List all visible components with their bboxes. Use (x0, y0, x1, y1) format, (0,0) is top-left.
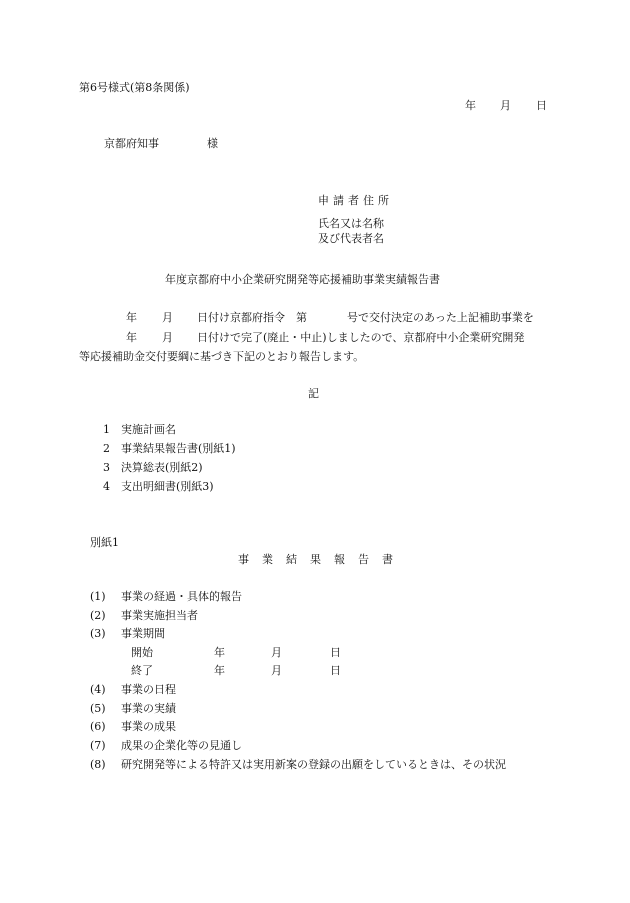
period-end-label: 終了 (131, 664, 153, 677)
period-start-month: 月 (271, 646, 282, 659)
period-end-year: 年 (214, 664, 225, 677)
applicant-name-label: 氏名又は名称 (318, 217, 384, 230)
attachment-title: 事業結果報告書 (238, 553, 406, 566)
body-line-1-month: 月 (162, 311, 173, 324)
list-item-label: 支出明細書(別紙3) (121, 480, 214, 493)
document-title: 年度京都府中小企業研究開発等応援補助事業実績報告書 (165, 273, 440, 286)
section-label: 事業期間 (121, 627, 165, 640)
section-label: 事業実施担当者 (121, 609, 198, 622)
list-item-label: 実施計画名 (121, 423, 176, 436)
section-label: 研究開発等による特許又は実用新案の登録の出願をしているときは、その状況 (121, 758, 506, 771)
period-end-day: 日 (330, 664, 341, 677)
ki-heading: 記 (308, 387, 319, 400)
date-month: 月 (500, 99, 511, 112)
section-label: 成果の企業化等の見通し (121, 739, 242, 752)
section-number: (1) (90, 590, 106, 603)
list-item-number: 4 (103, 480, 110, 493)
list-item-label: 決算総表(別紙2) (121, 461, 203, 474)
body-line-1-text-b: 号で交付決定のあった上記補助事業を (347, 311, 534, 324)
period-start-label: 開始 (131, 646, 153, 659)
section-number: (4) (90, 683, 106, 696)
period-end-month: 月 (271, 664, 282, 677)
list-item-number: 3 (103, 461, 110, 474)
addressee-honorific: 様 (207, 137, 218, 150)
date-day: 日 (536, 99, 547, 112)
section-number: (3) (90, 627, 106, 640)
attachment-label: 別紙1 (90, 536, 119, 549)
section-label: 事業の日程 (121, 683, 176, 696)
body-line-1-year: 年 (126, 311, 137, 324)
section-number: (6) (90, 720, 106, 733)
period-start-day: 日 (330, 646, 341, 659)
form-number: 第6号様式(第8条関係) (79, 81, 190, 94)
body-line-2-month: 月 (162, 331, 173, 344)
body-line-2-year: 年 (126, 331, 137, 344)
body-line-1-text-a: 日付け京都府指令 第 (197, 311, 307, 324)
section-number: (2) (90, 609, 106, 622)
applicant-address-label: 申請者住所 (318, 194, 393, 207)
list-item-label: 事業結果報告書(別紙1) (121, 442, 236, 455)
period-start-year: 年 (214, 646, 225, 659)
section-number: (8) (90, 758, 106, 771)
section-label: 事業の実績 (121, 702, 176, 715)
list-item-number: 2 (103, 442, 110, 455)
body-line-2-text-a: 日付けで完了(廃止・中止)しましたので、京都府中小企業研究開発 (197, 331, 525, 344)
list-item-number: 1 (103, 423, 110, 436)
section-number: (5) (90, 702, 106, 715)
section-label: 事業の成果 (121, 720, 176, 733)
date-year: 年 (465, 99, 476, 112)
section-label: 事業の経過・具体的報告 (121, 590, 242, 603)
section-number: (7) (90, 739, 106, 752)
applicant-representative-label: 及び代表者名 (318, 232, 384, 245)
addressee-name: 京都府知事 (104, 137, 159, 150)
body-line-3: 等応援補助金交付要綱に基づき下記のとおり報告します。 (79, 350, 365, 363)
